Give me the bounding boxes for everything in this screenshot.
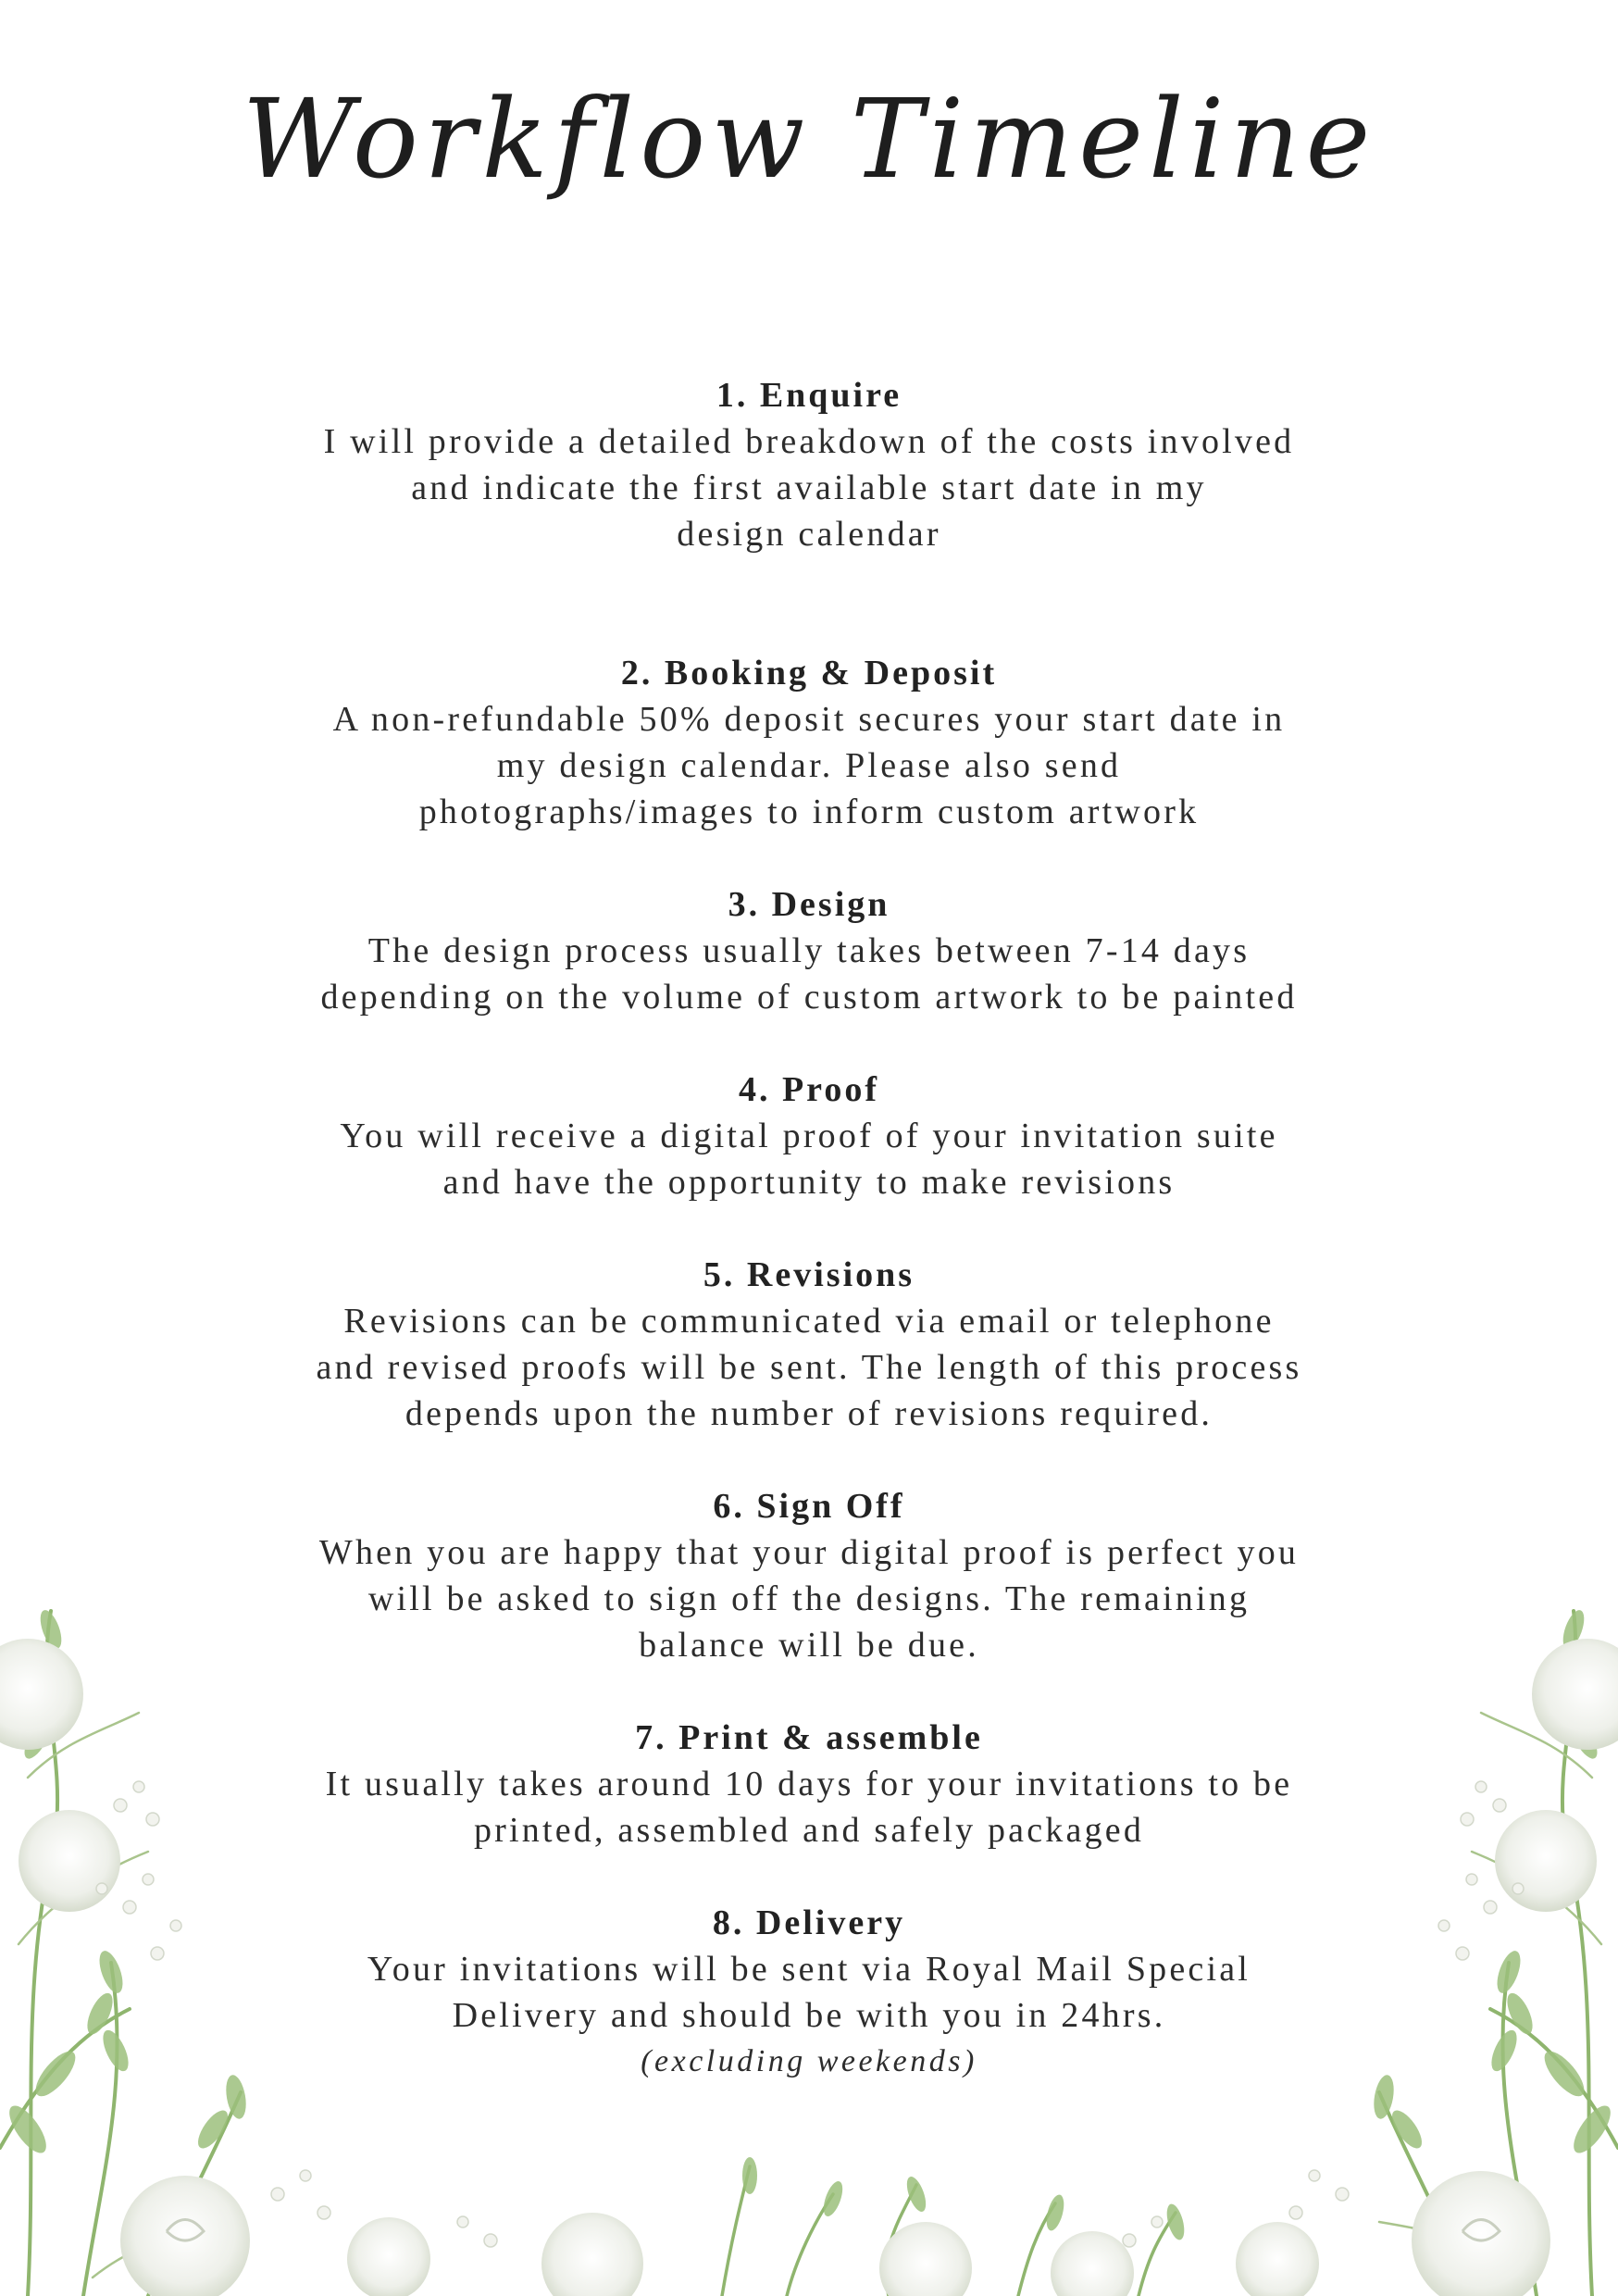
- step-line: balance will be due.: [639, 1626, 979, 1665]
- step-description: [0, 1761, 1618, 1853]
- step-description: [0, 1529, 1618, 1668]
- step-line: photographs/images to inform custom artwork: [418, 792, 1200, 831]
- step-line: design calendar: [677, 515, 941, 554]
- step-description: [0, 1946, 1618, 2039]
- step-heading: 2. Booking & Deposit: [620, 654, 998, 693]
- step-proof: [0, 1067, 1618, 1205]
- step-description: [0, 696, 1618, 835]
- step-heading: 6. Sign Off: [713, 1487, 905, 1526]
- step-line: and revised proofs will be sent. The length of this process: [316, 1348, 1302, 1387]
- step-description: [0, 1298, 1618, 1437]
- step-delivery: [0, 1900, 1618, 2085]
- step-enquire: [0, 372, 1618, 557]
- step-line: will be asked to sign off the designs. The remaining: [367, 1579, 1251, 1618]
- step-line: and indicate the first available start date in my: [411, 468, 1207, 507]
- step-line: Delivery and should be with you in 24hrs.: [452, 1996, 1166, 2035]
- step-line: depending on the volume of custom artwork to be painted: [320, 978, 1298, 1017]
- step-line: Your invitations will be sent via Royal Mail Special: [367, 1950, 1251, 1989]
- step-booking-deposit: [0, 650, 1618, 835]
- step-line: When you are happy that your digital proof is perfect you: [318, 1533, 1300, 1572]
- step-line: I will provide a detailed breakdown of the costs involved: [323, 422, 1295, 461]
- page-title: Workflow Timeline: [242, 75, 1376, 203]
- step-line: printed, assembled and safely packaged: [473, 1811, 1145, 1850]
- step-line: Revisions can be communicated via email or telephone: [343, 1302, 1275, 1341]
- step-line: It usually takes around 10 days for your invitations to be: [325, 1765, 1293, 1803]
- step-heading: 1. Enquire: [716, 376, 902, 415]
- step-heading: 4. Proof: [738, 1070, 880, 1109]
- step-sign-off: [0, 1483, 1618, 1668]
- step-note: (excluding weekends): [641, 2044, 977, 2078]
- step-heading: 3. Design: [728, 885, 890, 924]
- step-line: and have the opportunity to make revisions: [442, 1163, 1176, 1202]
- step-line: The design process usually takes between 7-14 days: [367, 931, 1251, 970]
- step-description: [0, 418, 1618, 557]
- step-print-assemble: [0, 1715, 1618, 1853]
- step-heading: 8. Delivery: [712, 1903, 906, 1942]
- step-revisions: [0, 1252, 1618, 1437]
- step-line: my design calendar. Please also send: [496, 746, 1122, 785]
- step-line: A non-refundable 50% deposit secures your start date in: [332, 700, 1286, 739]
- step-description: [0, 1113, 1618, 1205]
- step-line: depends upon the number of revisions required.: [404, 1394, 1214, 1433]
- step-heading: 7. Print & assemble: [635, 1718, 983, 1757]
- step-description: [0, 928, 1618, 1020]
- step-heading: 5. Revisions: [703, 1255, 915, 1294]
- step-line: You will receive a digital proof of your invitation suite: [340, 1117, 1278, 1155]
- step-design: [0, 881, 1618, 1020]
